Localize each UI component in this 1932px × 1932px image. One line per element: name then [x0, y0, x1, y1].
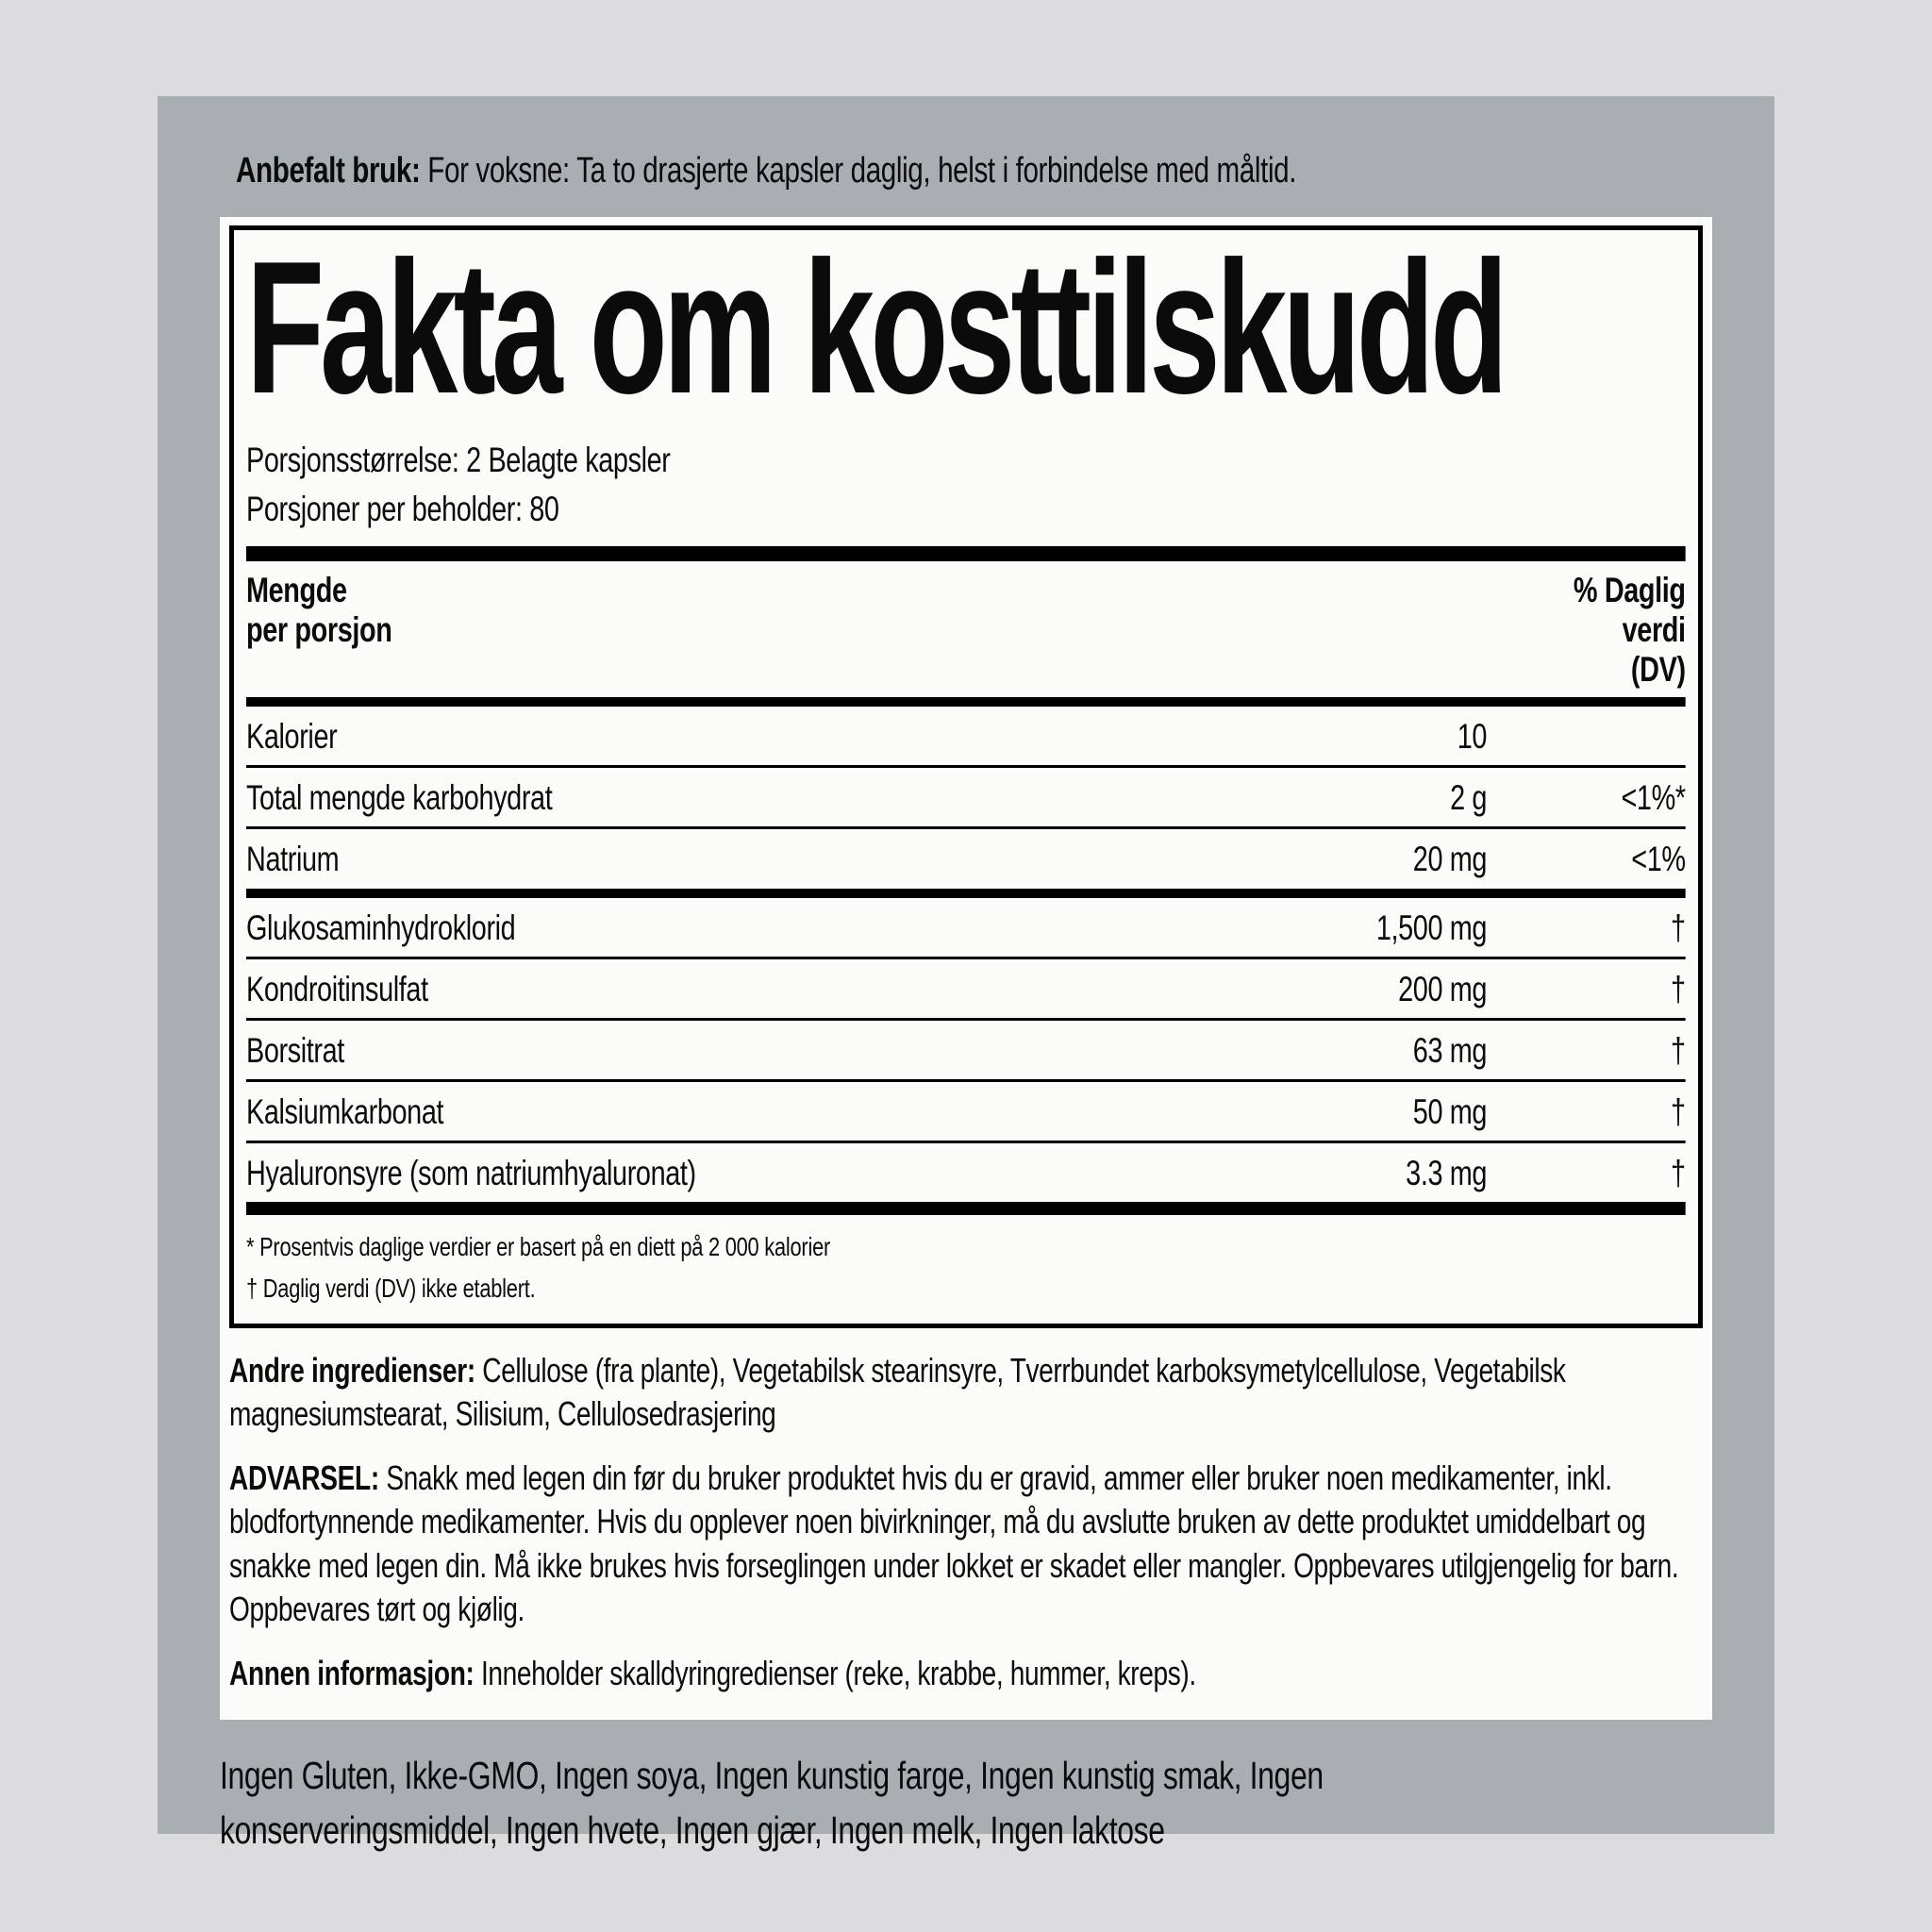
facts-title: Fakta om kosttilskudd — [246, 225, 1505, 433]
fact-row-hyaluronic-acid — [246, 1143, 1686, 1202]
ingredient-name: Natrium — [246, 840, 340, 879]
fact-row-sodium — [246, 829, 1686, 897]
recommended-use-label: Anbefalt bruk: — [236, 151, 421, 191]
ingredient-amount: 2 g — [1450, 778, 1488, 818]
other-ingredients-text: Cellulose (fra plante), Vegetabilsk stearinsyre, Tverrbundet karboksymetylcellulose, Vegetabilsk magnesiumstearat, Silisium, Cellulosedrasjering — [229, 1351, 1566, 1434]
divider-bottom — [246, 1202, 1686, 1215]
serving-size: Porsjonsstørrelse: 2 Belagte kapsler — [246, 440, 671, 479]
ingredient-name: Kalorier — [246, 717, 338, 757]
additional-info-label: Annen informasjon: — [229, 1653, 475, 1692]
ingredient-name: Kalsiumkarbonat — [246, 1092, 444, 1132]
ingredient-dv: <1% — [1631, 840, 1686, 879]
other-ingredients-paragraph — [229, 1349, 1684, 1436]
supplement-facts-box — [229, 225, 1703, 1329]
ingredient-name: Total mengde karbohydrat — [246, 778, 553, 818]
ingredient-dv: <1%* — [1621, 778, 1686, 818]
ingredient-name: Borsitrat — [246, 1030, 344, 1070]
ingredient-amount: 3.3 mg — [1406, 1154, 1488, 1193]
fact-row-carbohydrate — [246, 768, 1686, 829]
footnotes — [246, 1226, 1686, 1308]
ingredient-dv: † — [1671, 1154, 1686, 1193]
ingredient-name: Glukosaminhydroklorid — [246, 908, 516, 947]
supplement-facts-panel — [220, 217, 1712, 1720]
recommended-use-text: For voksne: Ta to drasjerte kapsler daglig, helst i forbindelse med måltid. — [420, 151, 1297, 191]
ingredient-amount: 50 mg — [1412, 1092, 1488, 1132]
ingredient-dv: † — [1671, 908, 1686, 947]
amount-header: Mengde per porsjon — [246, 570, 392, 649]
divider-medium — [246, 697, 1686, 707]
facts-header-row — [246, 561, 1686, 698]
ingredient-dv: † — [1671, 1092, 1686, 1132]
ingredient-dv: † — [1671, 1030, 1686, 1070]
other-ingredients-label: Andre ingredienser: — [229, 1351, 475, 1391]
ingredient-amount: 10 — [1457, 717, 1488, 757]
product-label — [158, 96, 1774, 1852]
fact-row-calories — [246, 707, 1686, 768]
dv-header: % Daglig verdi (DV) — [1573, 570, 1686, 689]
warning-text: Snakk med legen din før du bruker produktet hvis du er gravid, ammer eller bruker noen medikamenter, inkl. blodfortynnende medikamenter. Hvis du opplever noen bivirkninger, må du avslutte bruken av dette produktet umiddelbart og snakke med legen din. Må ikke brukes hvis forseglingen under lokket er skadet eller mangler. Oppbevares utilgjengelig for barn. Oppbevares tørt og kjølig. — [229, 1458, 1679, 1628]
fact-row-calcium — [246, 1082, 1686, 1143]
ingredient-name: Kondroitinsulfat — [246, 969, 428, 1008]
servings-per-container: Porsjoner per beholder: 80 — [246, 490, 559, 529]
footnote-dv-not-established: † Daglig verdi (DV) ikke etablert. — [246, 1273, 536, 1303]
ingredient-name: Hyaluronsyre (som natriumhyaluronat) — [246, 1154, 696, 1193]
ingredient-amount: 63 mg — [1412, 1030, 1488, 1070]
ingredient-dv: † — [1671, 969, 1686, 1008]
ingredient-amount: 20 mg — [1412, 840, 1488, 879]
serving-info — [246, 436, 1686, 535]
divider-thick — [246, 546, 1686, 561]
ingredient-amount: 200 mg — [1398, 969, 1488, 1008]
ingredient-amount: 1,500 mg — [1375, 908, 1488, 947]
warning-label: ADVARSEL: — [229, 1458, 379, 1498]
fact-row-chondroitin — [246, 959, 1686, 1021]
footnote-dv-basis: * Prosentvis daglige verdier er basert på en diett på 2 000 kalorier — [246, 1232, 831, 1262]
additional-info-text: Inneholder skalldyringredienser (reke, krabbe, hummer, kreps). — [474, 1653, 1196, 1692]
recommended-use-note — [236, 149, 1634, 194]
additional-info-paragraph — [229, 1652, 1684, 1695]
warning-paragraph — [229, 1457, 1684, 1630]
allergen-free-note: Ingen Gluten, Ikke-GMO, Ingen soya, Ingen kunstig farge, Ingen kunstig smak, Ingen konserveringsmiddel, Ingen hvete, Ingen gjær, Ingen melk, Ingen laktose — [220, 1753, 1324, 1852]
fact-row-glucosamine — [246, 898, 1686, 959]
fact-row-boron — [246, 1021, 1686, 1082]
